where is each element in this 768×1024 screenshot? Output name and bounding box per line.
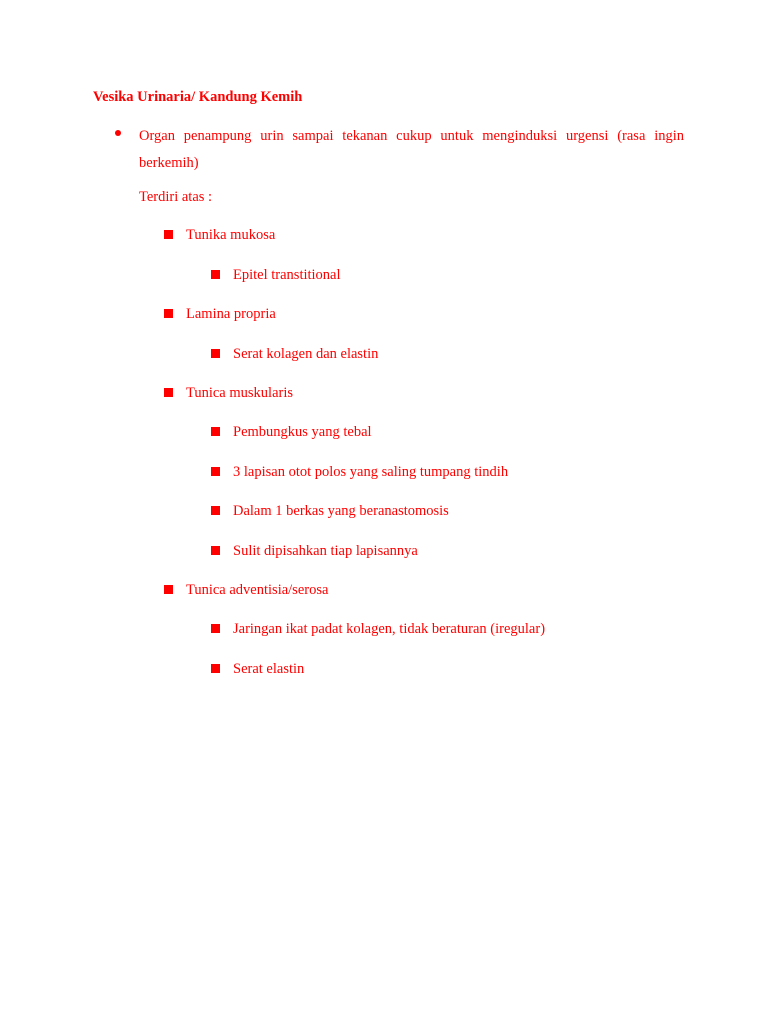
list-item: Serat kolagen dan elastin [233,346,379,362]
list-item: Jaringan ikat padat kolagen, tidak beraturan (iregular) [233,621,546,637]
list-item: Epitel transtitional [233,267,341,283]
list-item: Serat elastin [233,661,305,677]
consists-of-label: Terdiri atas : [139,189,213,205]
square-bullet-icon [211,349,220,358]
document-title: Vesika Urinaria/ Kandung Kemih [93,89,303,105]
square-bullet-icon [211,664,220,673]
section-label: Tunika mukosa [186,227,276,243]
square-bullet-icon [164,230,173,239]
square-bullet-icon [211,506,220,515]
intro-paragraph: Organ penampung urin sampai tekanan cukup untuk menginduksi urgensi (rasa ingin berkemih) [139,128,684,171]
square-bullet-icon [211,427,220,436]
square-bullet-icon [211,546,220,555]
section-label: Tunica adventisia/serosa [186,582,329,598]
list-item: Pembungkus yang tebal [233,424,372,440]
list-item: 3 lapisan otot polos yang saling tumpang tindih [233,464,509,480]
list-item: Sulit dipisahkan tiap lapisannya [233,543,418,559]
list-item: Dalam 1 berkas yang beranastomosis [233,503,449,519]
square-bullet-icon [164,388,173,397]
square-bullet-icon [211,624,220,633]
square-bullet-icon [211,270,220,279]
bullet-dot-icon [115,130,121,136]
square-bullet-icon [164,309,173,318]
square-bullet-icon [211,467,220,476]
square-bullet-icon [164,585,173,594]
section-label: Tunica muskularis [186,385,294,401]
section-label: Lamina propria [186,306,276,322]
